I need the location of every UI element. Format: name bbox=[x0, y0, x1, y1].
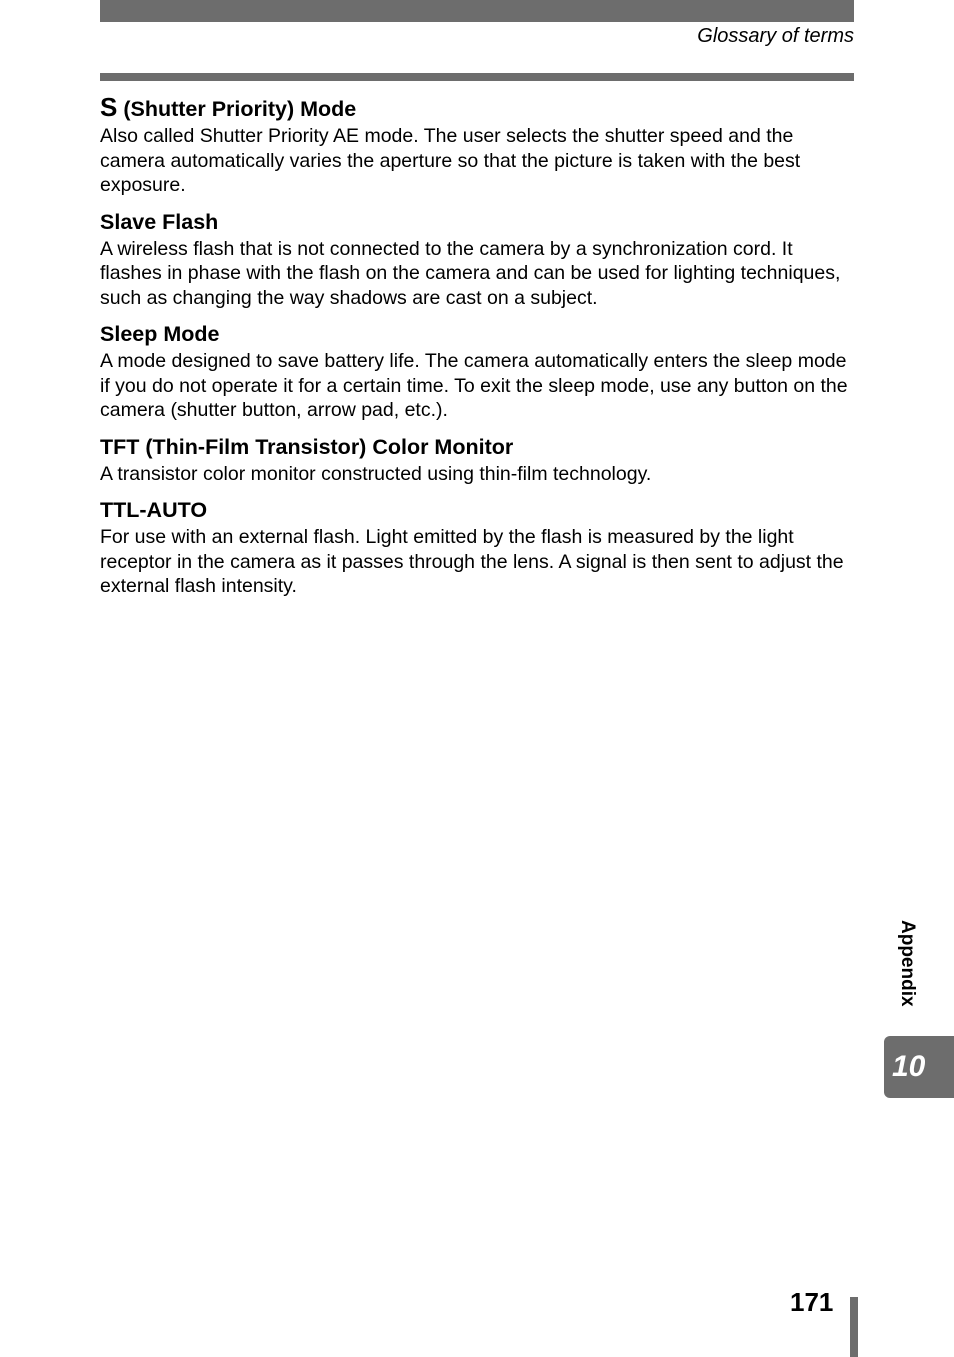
page-number-bar bbox=[850, 1297, 858, 1357]
glossary-term bbox=[100, 92, 854, 124]
term-text: (Shutter Priority) Mode bbox=[117, 97, 357, 121]
glossary-entry bbox=[100, 319, 854, 423]
glossary-term: TTL-AUTO bbox=[100, 498, 208, 522]
glossary-entry bbox=[100, 92, 854, 198]
chapter-tab bbox=[884, 1036, 954, 1098]
glossary-definition: A mode designed to save battery life. The camera automatically enters the sleep mode if you do not operate it for a certain time. To exit the sleep mode, use any button on the camera (shutter button, arrow pad, etc.). bbox=[100, 350, 848, 421]
chapter-number: 10 bbox=[892, 1050, 926, 1083]
header-bar bbox=[100, 0, 854, 22]
glossary-entry bbox=[100, 495, 854, 599]
glossary-list bbox=[100, 92, 854, 608]
mode-letter: S bbox=[100, 92, 118, 122]
glossary-term: Slave Flash bbox=[100, 209, 219, 234]
glossary-term: TFT (Thin-Film Transistor) Color Monitor bbox=[100, 434, 514, 459]
glossary-definition: Also called Shutter Priority AE mode. The user selects the shutter speed and the camera automatically varies the aperture so that the picture is taken with the best exposure. bbox=[100, 125, 801, 196]
glossary-definition: For use with an external flash. Light emitted by the flash is measured by the light receptor in the camera as it passes through the lens. A signal is then sent to adjust the external flash intensity. bbox=[100, 526, 844, 597]
glossary-entry bbox=[100, 207, 854, 311]
glossary-definition: A wireless flash that is not connected to the camera by a synchronization cord. It flashes in phase with the flash on the camera and can be used for lighting techniques, such as changing the way shadows are cast on a subject. bbox=[100, 237, 841, 309]
chapter-label: Appendix bbox=[897, 920, 918, 1007]
glossary-entry bbox=[100, 432, 854, 487]
header-rule bbox=[100, 73, 854, 81]
glossary-term: Sleep Mode bbox=[100, 322, 220, 346]
page-number: 171 bbox=[790, 1287, 834, 1317]
glossary-definition: A transistor color monitor constructed using thin-film technology. bbox=[100, 462, 652, 485]
section-title: Glossary of terms bbox=[697, 25, 854, 47]
